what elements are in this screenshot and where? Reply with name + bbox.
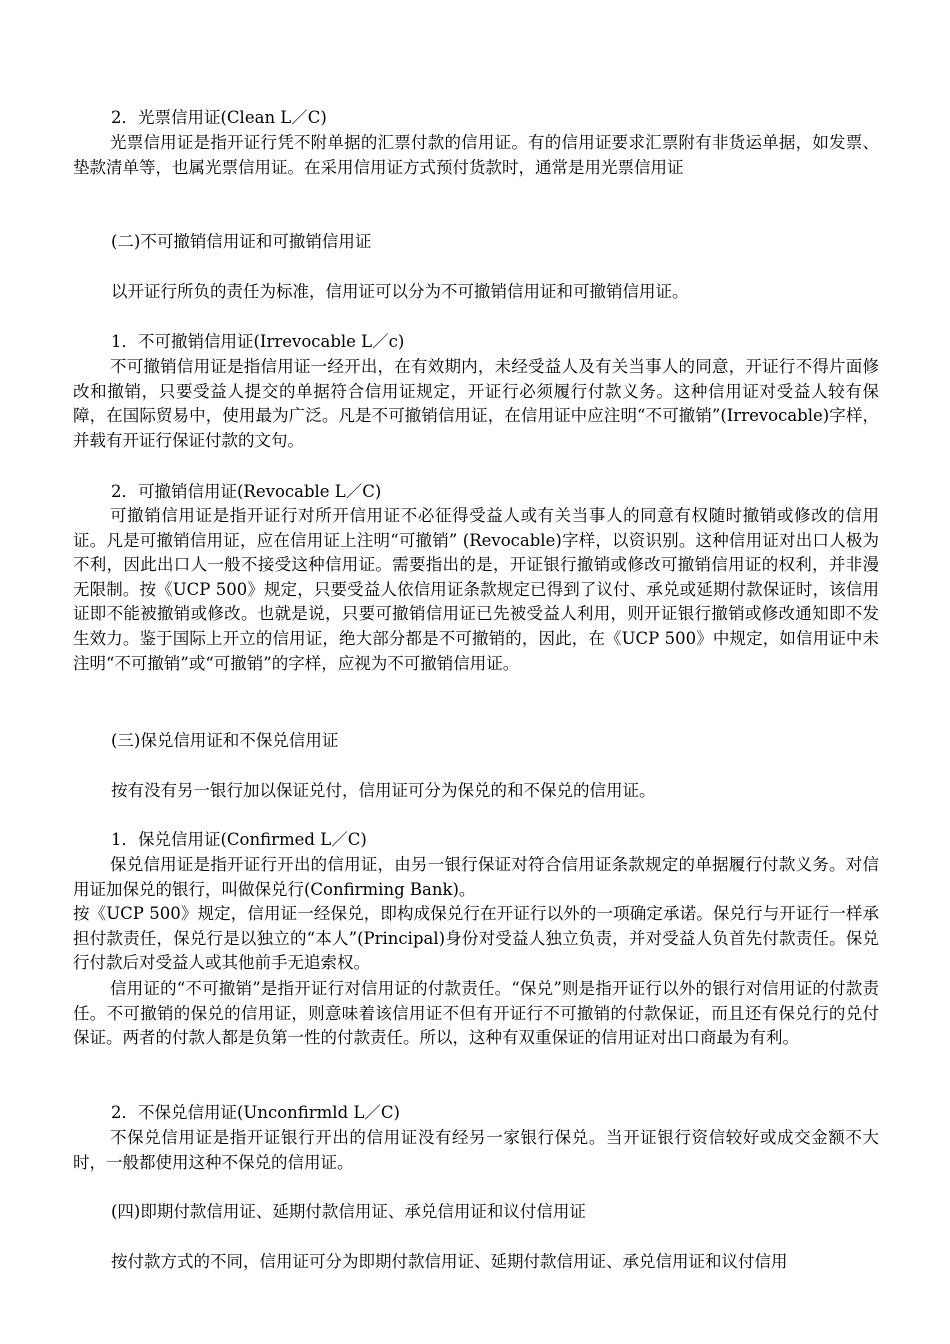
part4-heading: (四)即期付款信用证、延期付款信用证、承兑信用证和议付信用证 [111,1202,586,1221]
confirmed-heading: 1．保兑信用证(Confirmed L／C) [111,830,367,849]
part2-intro: 以开证行所负的责任为标准，信用证可以分为不可撤销信用证和可撤销信用证。 [111,282,689,301]
unconfirmed-heading: 2．不保兑信用证(Unconfirmld L／C) [111,1103,400,1122]
revocable-heading: 2．可撤销信用证(Revocable L／C) [111,482,382,501]
part4-intro: 按付款方式的不同，信用证可分为即期付款信用证、延期付款信用证、承兑信用证和议付信用 [111,1252,788,1271]
clean-lc-body: 光票信用证是指开证行凭不附单据的汇票付款的信用证。有的信用证要求汇票附有非货运单据，如发票、垫款清单等，也属光票信用证。在采用信用证方式预付货款时，通常是用光票信用证 [73,133,879,177]
confirmed-body-3: 信用证的“不可撤销”是指开证行对信用证的付款责任。“保兑”则是指开证行以外的银行对信用证的付款责任。不可撤销的保兑的信用证，则意味着该信用证不但有开证行不可撤销的付款保证，而且还有保兑行的兑付保证。两者的付款人都是负第一性的付款责任。所以，这种有双重保证的信用证对出口商最为有利。 [73,979,879,1048]
part3-intro: 按有没有另一银行加以保证兑付，信用证可分为保兑的和不保兑的信用证。 [111,781,656,800]
part2-heading: (二)不可撤销信用证和可撤销信用证 [111,232,372,251]
revocable-body: 可撤销信用证是指开证行对所开信用证不必征得受益人或有关当事人的同意有权随时撤销或修改的信用证。凡是可撤销信用证，应在信用证上注明“可撤销” (Revocable)字样，以资识别。这种信用证对出口人极为不利，因此出口人一般不接受这种信用证。需要指出的是，开证银行撤销或修改可撤销信用证的权利，并非漫无限制。按《UCP 500》规定，只要受益人依信用证条款规定已得到了议付、承兑或延期付款保证时，该信用证即不能被撤销或修改。也就是说，只要可撤销信用证已先被受益人利用，则开证银行撤销或修改通知即不发生效力。鉴于国际上开立的信用证，绝大部分都是不可撤销的，因此，在《UCP 500》中规定，如信用证中未注明“不可撤销”或“可撤销”的字样，应视为不可撤销信用证。 [73,506,879,673]
unconfirmed-body: 不保兑信用证是指开证银行开出的信用证没有经另一家银行保兑。当开证银行资信较好或成交金额不大时，一般都使用这种不保兑的信用证。 [73,1128,879,1172]
irrevocable-body: 不可撤销信用证是指信用证一经开出，在有效期内，未经受益人及有关当事人的同意，开证行不得片面修改和撤销，只要受益人提交的单据符合信用证规定，开证行必须履行付款义务。这种信用证对受益人较有保障，在国际贸易中，使用最为广泛。凡是不可撤销信用证，在信用证中应注明“不可撤销”(Irrevocable)字样，并载有开证行保证付款的文句。 [73,357,879,450]
confirmed-body-2: 按《UCP 500》规定，信用证一经保兑，即构成保兑行在开证行以外的一项确定承诺。保兑行与开证行一样承担付款责任，保兑行是以独立的“本人”(Principal)身份对受益人独立负责，并对受益人负首先付款责任。保兑行付款后对受益人或其他前手无追索权。 [73,904,879,973]
clean-lc-heading: 2．光票信用证(Clean L／C) [111,108,327,127]
part3-heading: (三)保兑信用证和不保兑信用证 [111,731,339,750]
confirmed-body-1: 保兑信用证是指开证行开出的信用证，由另一银行保证对符合信用证条款规定的单据履行付款义务。对信用证加保兑的银行，叫做保兑行(Confirming Bank)。 [73,855,879,899]
irrevocable-heading: 1．不可撤销信用证(Irrevocable L／c) [111,332,405,351]
